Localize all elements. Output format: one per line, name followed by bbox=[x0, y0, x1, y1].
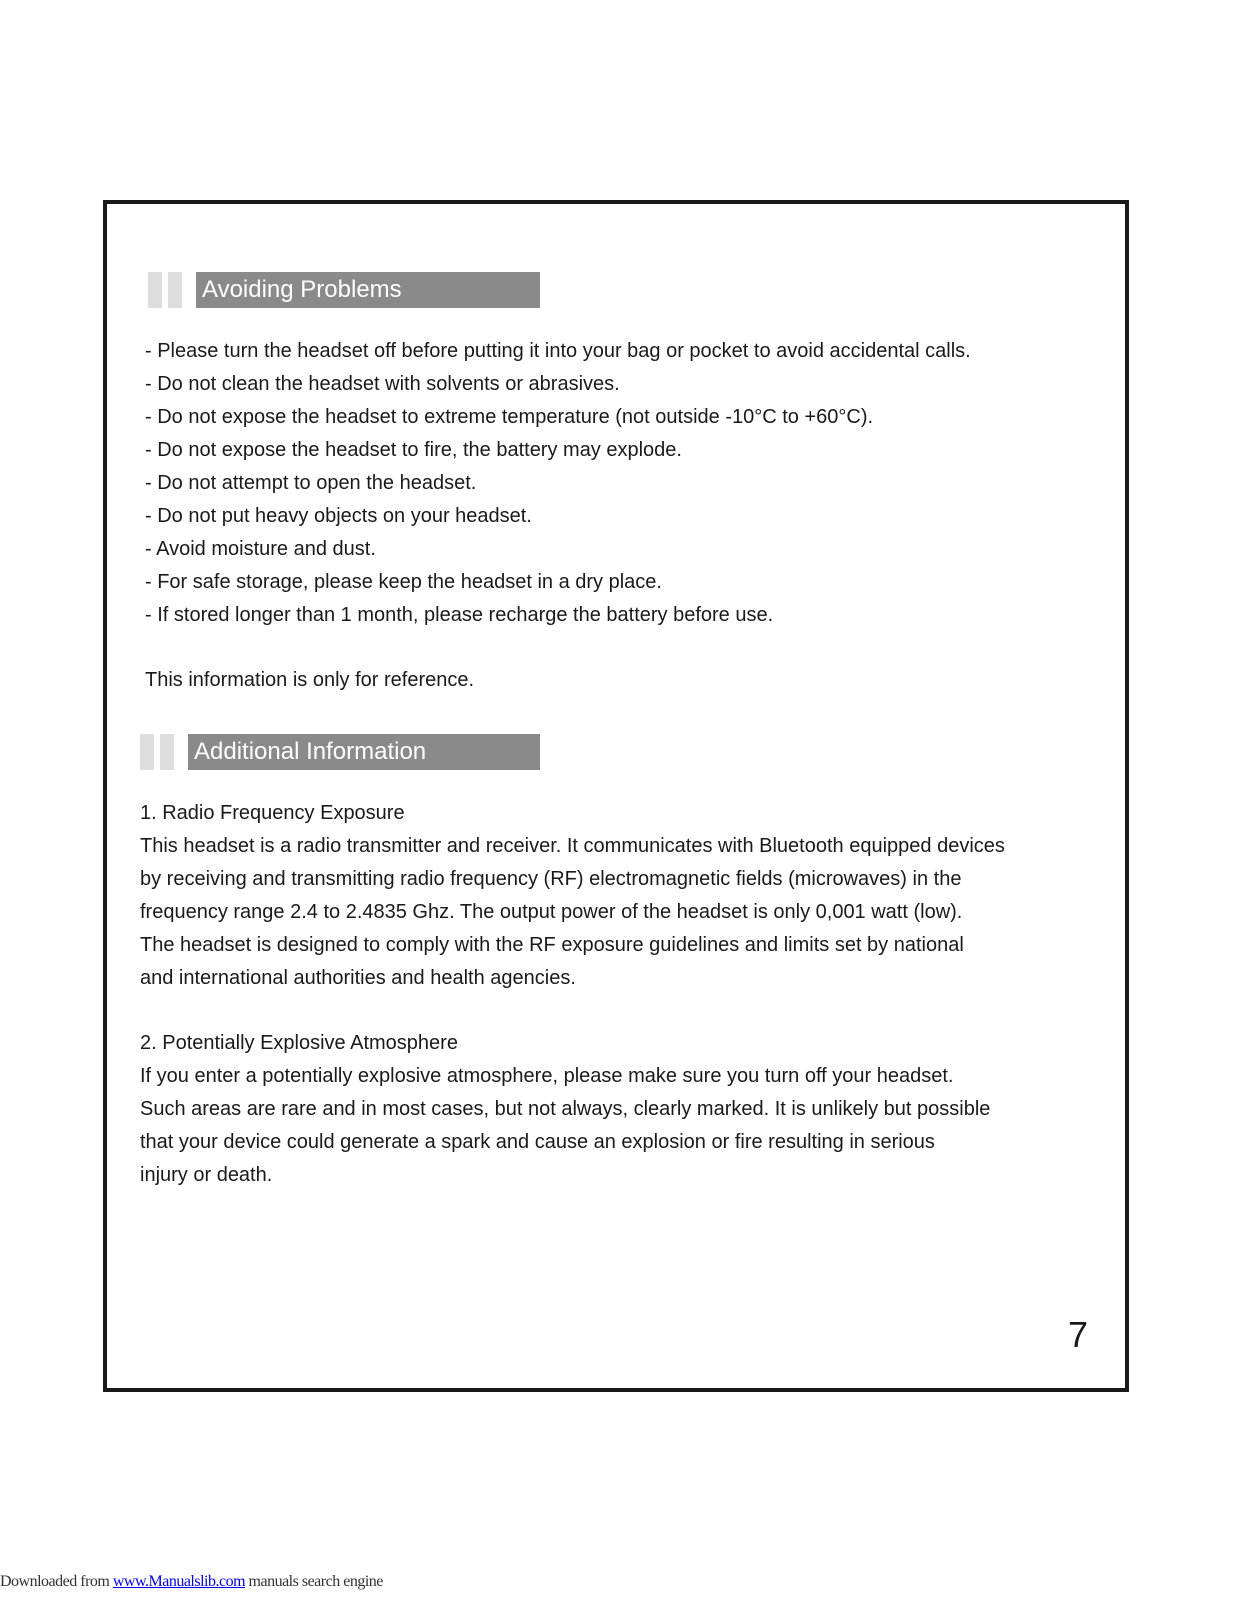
list-item: - For safe storage, please keep the headset in a dry place. bbox=[145, 571, 662, 593]
reference-note: This information is only for reference. bbox=[145, 669, 475, 691]
subsection-heading: 2. Potentially Explosive Atmosphere bbox=[140, 1032, 458, 1054]
list-item: - Please turn the headset off before putting it into your bag or pocket to avoid accidental calls. bbox=[145, 340, 971, 362]
paragraph-line: injury or death. bbox=[140, 1164, 273, 1186]
page-number: 7 bbox=[1068, 1314, 1089, 1355]
paragraph-line: Such areas are rare and in most cases, but not always, clearly marked. It is unlikely but possible bbox=[140, 1098, 991, 1120]
list-item: - Do not put heavy objects on your headset. bbox=[145, 505, 532, 527]
list-item: - If stored longer than 1 month, please recharge the battery before use. bbox=[145, 604, 774, 626]
list-item: - Do not clean the headset with solvents or abrasives. bbox=[145, 373, 620, 395]
download-footer bbox=[0, 1572, 383, 1592]
section-marker-bar bbox=[160, 734, 174, 770]
paragraph-line: and international authorities and health agencies. bbox=[140, 967, 576, 989]
section-marker-bar bbox=[148, 272, 162, 308]
section-marker-bar bbox=[168, 272, 182, 308]
list-item: - Avoid moisture and dust. bbox=[145, 538, 376, 560]
footer-suffix: manuals search engine bbox=[248, 1573, 383, 1590]
section-header-avoiding-problems bbox=[148, 272, 540, 308]
paragraph-line: frequency range 2.4 to 2.4835 Ghz. The output power of the headset is only 0,001 watt (low). bbox=[140, 901, 963, 923]
footer-prefix: Downloaded from bbox=[0, 1573, 110, 1590]
list-item: - Do not expose the headset to fire, the battery may explode. bbox=[145, 439, 682, 461]
section-title: Additional Information bbox=[188, 734, 540, 770]
list-item: - Do not attempt to open the headset. bbox=[145, 472, 477, 494]
section-header-additional-information bbox=[140, 734, 540, 770]
section-marker-bar bbox=[140, 734, 154, 770]
paragraph-line: This headset is a radio transmitter and receiver. It communicates with Bluetooth equipped devices bbox=[140, 835, 1005, 857]
paragraph-line: that your device could generate a spark and cause an explosion or fire resulting in serious bbox=[140, 1131, 935, 1153]
paragraph-line: The headset is designed to comply with the RF exposure guidelines and limits set by national bbox=[140, 934, 964, 956]
list-item: - Do not expose the headset to extreme temperature (not outside -10°C to +60°C). bbox=[145, 406, 874, 428]
subsection-heading: 1. Radio Frequency Exposure bbox=[140, 802, 405, 824]
paragraph-line: by receiving and transmitting radio frequency (RF) electromagnetic fields (microwaves) in the bbox=[140, 868, 962, 890]
paragraph-line: If you enter a potentially explosive atmosphere, please make sure you turn off your headset. bbox=[140, 1065, 954, 1087]
section-title: Avoiding Problems bbox=[196, 272, 540, 308]
manualslib-link[interactable]: www.Manualslib.com bbox=[112, 1573, 246, 1590]
